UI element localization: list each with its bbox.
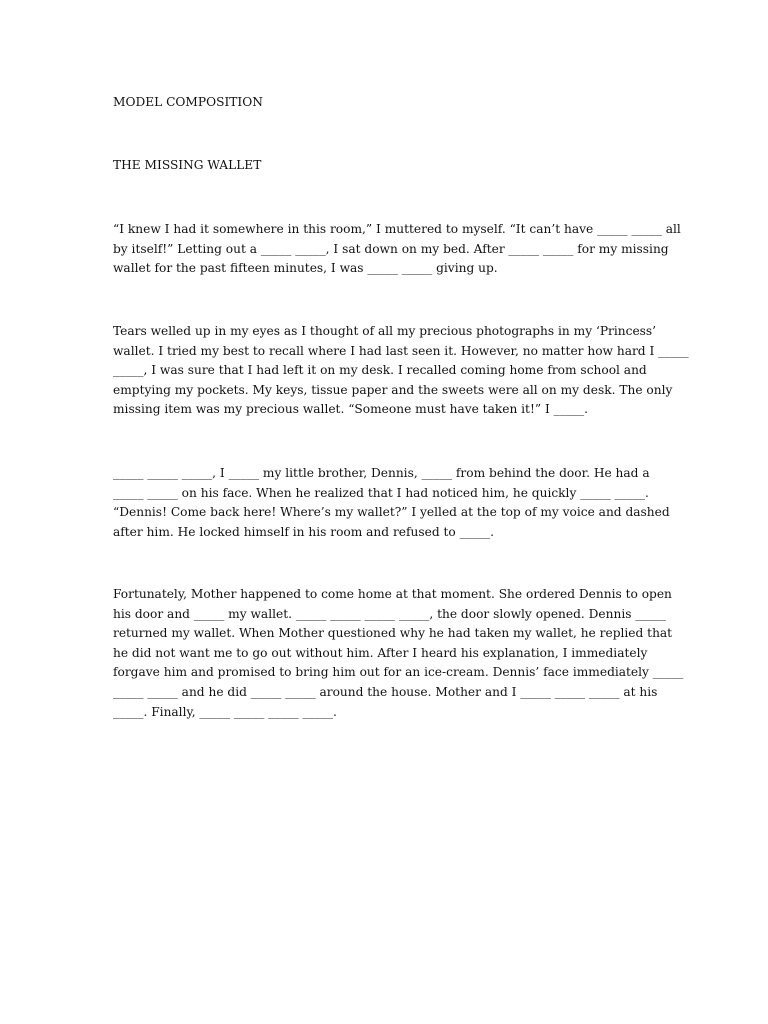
paragraph-line: emptying my pockets. My keys, tissue paper and the sweets were all on my desk. The only bbox=[113, 382, 673, 397]
paragraph-line: “I knew I had it somewhere in this room,” I muttered to myself. “It can’t have _____ _____ all bbox=[113, 222, 681, 236]
paragraph-line: by itself!” Letting out a _____ _____, I sat down on my bed. After _____ _____ for my missing bbox=[113, 241, 669, 256]
paragraph-line: “Dennis! Come back here! Where’s my wallet?” I yelled at the top of my voice and dashed bbox=[113, 505, 670, 520]
paragraph-line: _____, I was sure that I had left it on my desk. I recalled coming home from school and bbox=[113, 363, 647, 378]
paragraph-line: missing item was my precious wallet. “Someone must have taken it!” I _____. bbox=[113, 402, 588, 417]
paragraph-line: Fortunately, Mother happened to come home at that moment. She ordered Dennis to open bbox=[113, 587, 672, 601]
paragraph-line: his door and _____ my wallet. _____ _____ _____ _____, the door slowly opened. Dennis _____ bbox=[113, 606, 666, 621]
paragraph-2 bbox=[113, 322, 689, 420]
paragraph-line: _____ _____ on his face. When he realized that I had noticed him, he quickly _____ _____. bbox=[113, 485, 649, 500]
paragraph-line: Tears welled up in my eyes as I thought of all my precious photographs in my ‘Princess’ bbox=[113, 324, 657, 338]
paragraph-1 bbox=[113, 220, 681, 279]
paragraph-4 bbox=[113, 585, 683, 722]
paragraph-line: forgave him and promised to bring him out for an ice-cream. Dennis’ face immediately _____ bbox=[113, 665, 684, 680]
paragraph-line: returned my wallet. When Mother questioned why he had taken my wallet, he replied that bbox=[113, 626, 673, 641]
story-title: THE MISSING WALLET bbox=[113, 158, 262, 172]
paragraph-line: he did not want me to go out without him. After I heard his explanation, I immediately bbox=[113, 645, 648, 660]
paragraph-3 bbox=[113, 464, 670, 542]
paragraph-line: wallet for the past fifteen minutes, I was _____ _____ giving up. bbox=[113, 261, 498, 276]
paragraph-line: _____ _____ and he did _____ _____ around the house. Mother and I _____ _____ _____ at his bbox=[113, 684, 658, 699]
document-heading: MODEL COMPOSITION bbox=[113, 95, 263, 109]
paragraph-line: _____ _____ _____, I _____ my little brother, Dennis, _____ from behind the door. He had a bbox=[113, 466, 650, 480]
paragraph-line: after him. He locked himself in his room and refused to _____. bbox=[113, 524, 494, 539]
paragraph-line: wallet. I tried my best to recall where I had last seen it. However, no matter how hard I _____ bbox=[113, 343, 689, 358]
paragraph-line: _____. Finally, _____ _____ _____ _____. bbox=[113, 704, 337, 719]
